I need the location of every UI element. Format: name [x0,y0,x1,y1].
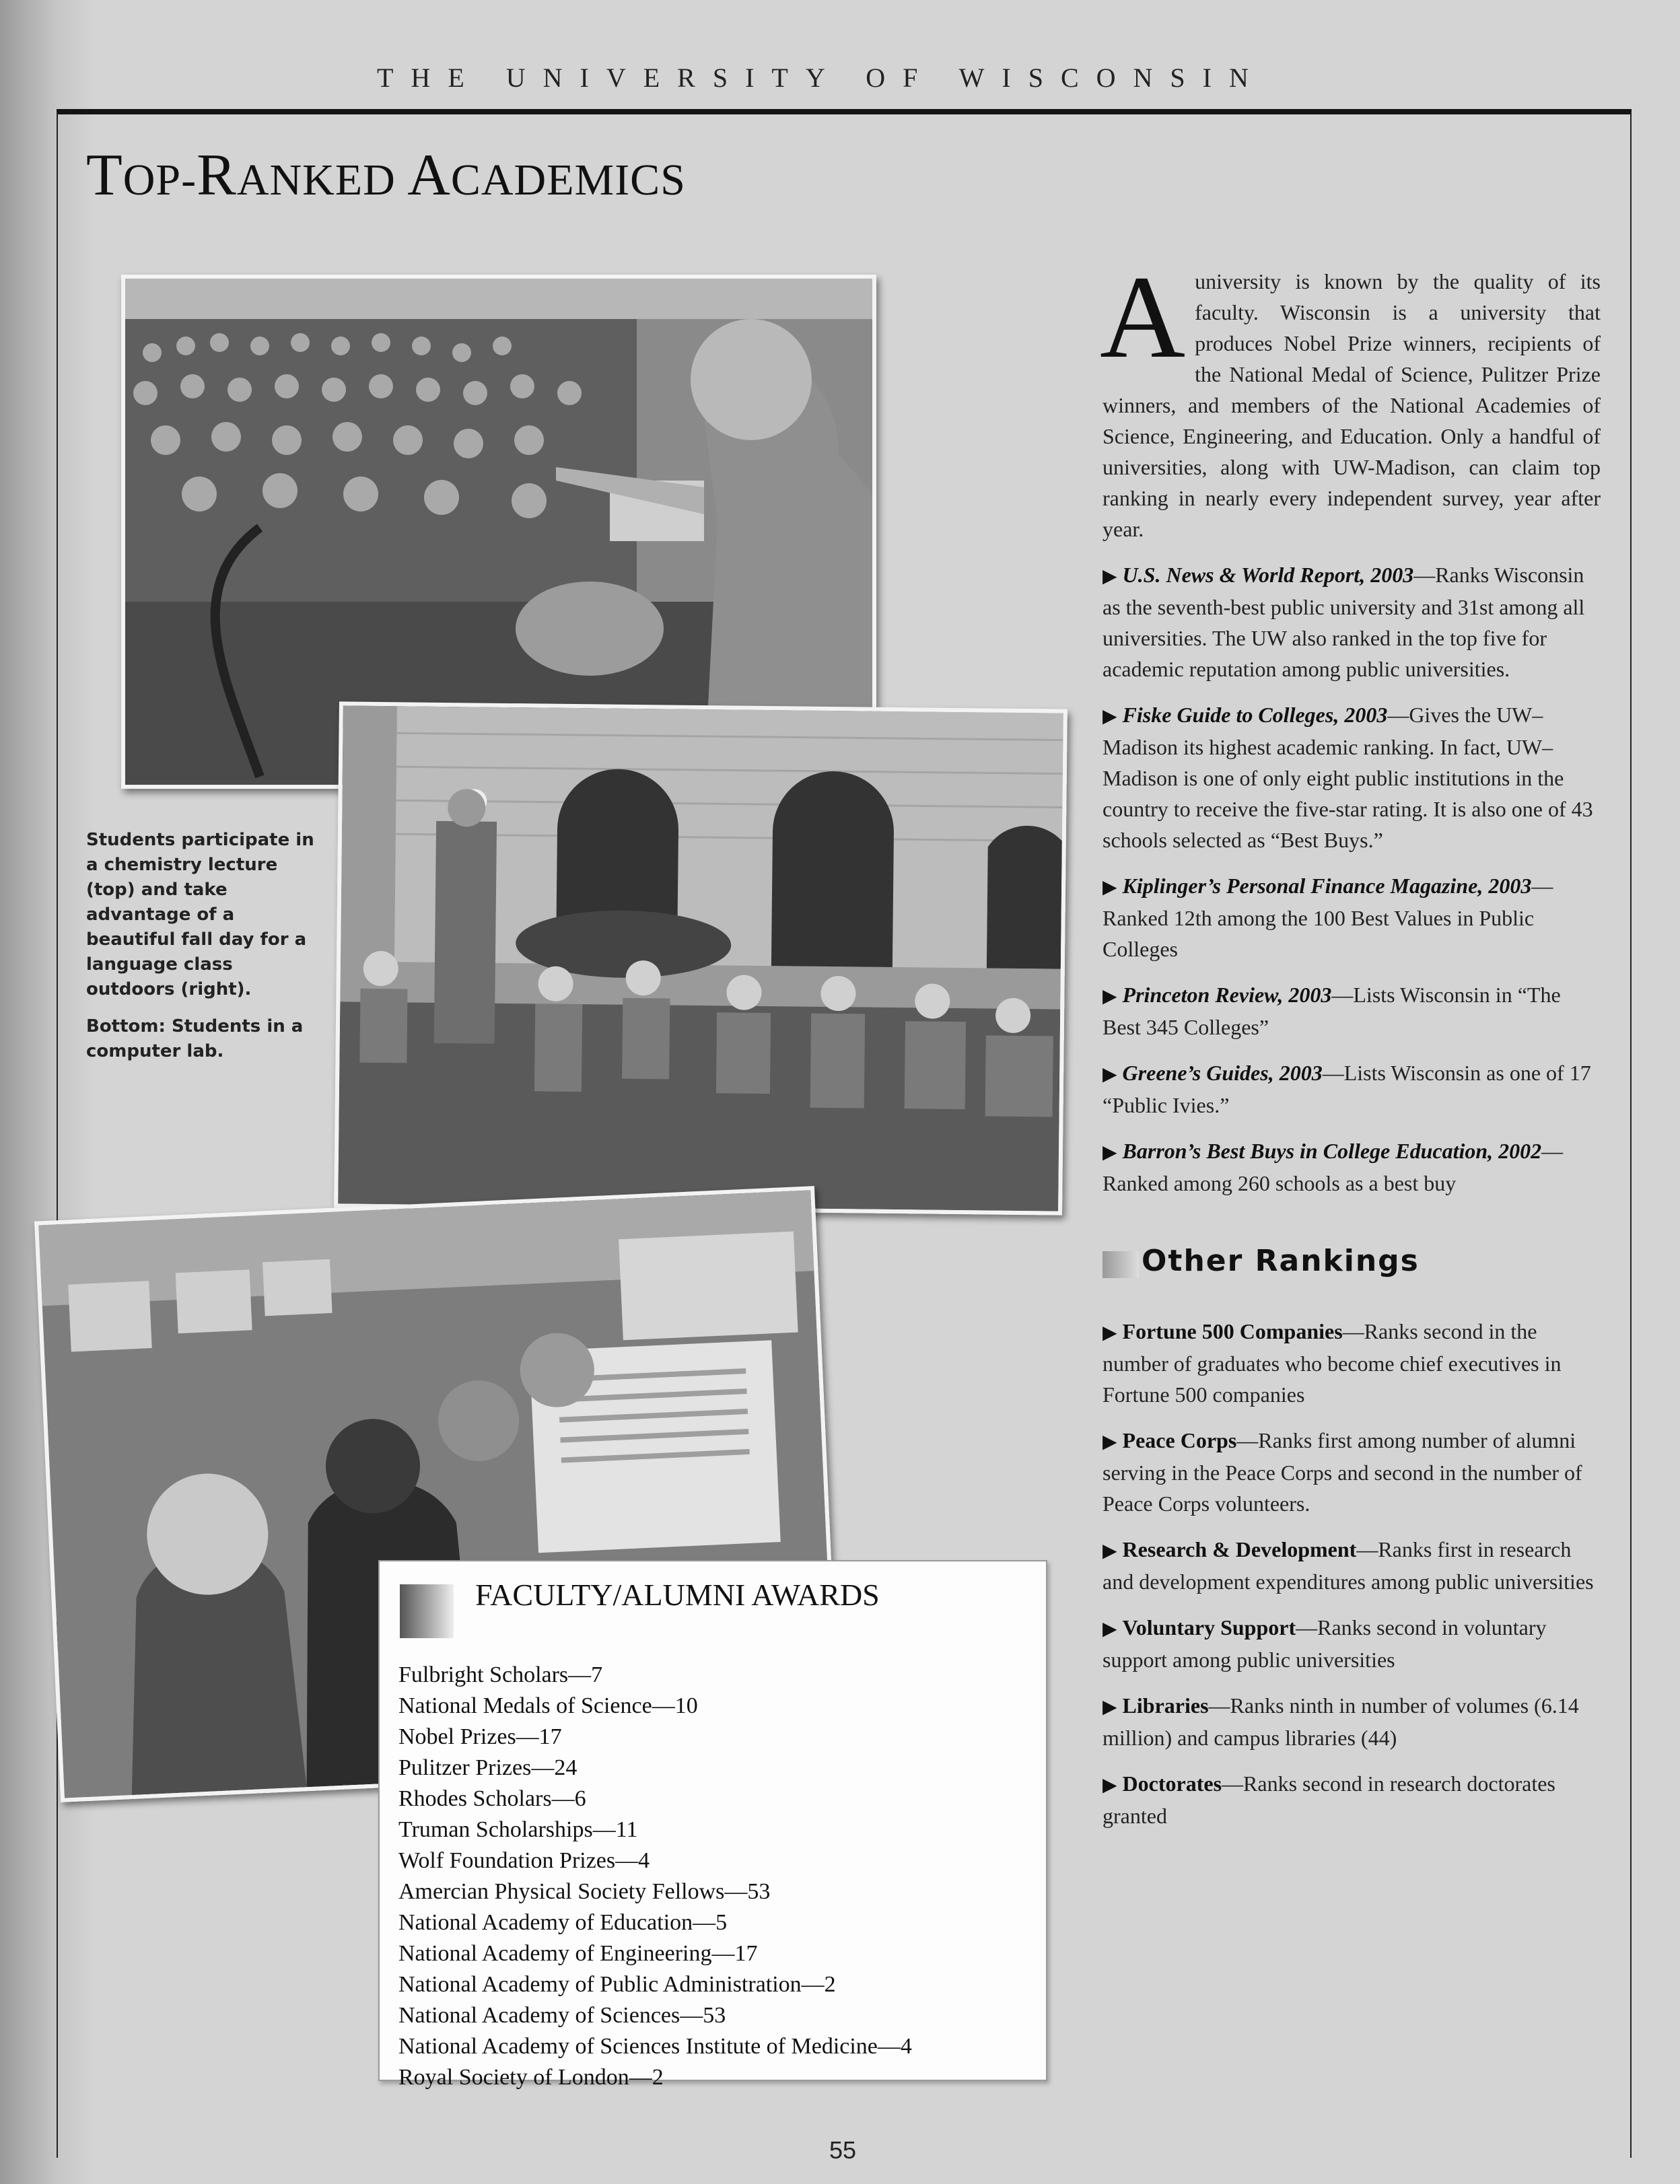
list-item: National Medals of Science—10 [398,1693,698,1718]
awards-heading-chip [400,1584,454,1638]
other-ranking-label: Doctorates [1122,1771,1222,1796]
other-ranking-label: Libraries [1122,1693,1209,1718]
ranking-source: Princeton Review, 2003 [1122,983,1332,1007]
ranking-source: Greene’s Guides, 2003 [1122,1061,1323,1085]
other-rankings-chip [1102,1251,1139,1278]
arrow-icon: ▶ [1102,1539,1117,1561]
title-cap-1: T [86,143,123,208]
other-ranking-text: —Ranks second in the number of graduates who become chief executives in Fortune 500 companies [1102,1319,1562,1407]
caption-line-1: Students participate in a chemistry lecture (top) and take advantage of a beautiful fall day for a language class outdoors (right). [86,830,314,999]
other-ranking-item [1102,1425,1601,1519]
ranking-item [1102,699,1601,855]
list-item: Truman Scholarships—11 [398,1817,638,1842]
other-ranking-text: —Ranks second in research doctorates granted [1102,1771,1555,1828]
arrow-icon: ▶ [1102,1063,1117,1085]
arrow-icon: ▶ [1102,1430,1117,1452]
arrow-icon: ▶ [1102,876,1117,898]
ranking-source: Fiske Guide to Colleges, 2003 [1122,703,1388,727]
other-rankings-title: Other Rankings [1142,1244,1420,1278]
ranking-item [1102,979,1601,1043]
list-item: Wolf Foundation Prizes—4 [398,1848,650,1873]
ranking-text: —Ranked 12th among the 100 Best Values in Public Colleges [1102,874,1553,961]
other-ranking-text: —Ranks ninth in number of volumes (6.14 million) and campus libraries (44) [1102,1693,1579,1750]
ranking-text: —Ranks Wisconsin as the seventh-best public university and 31st among all universities. The UW also ranked in the top five for academic reputation among public universities. [1102,563,1585,681]
ranking-text: —Gives the UW–Madison its highest academic ranking. In fact, UW–Madison is one of only eight public institutions in the country to receive the five-star rating. It is also one of 43 schools selected as “Best Buys.” [1102,703,1593,852]
ranking-source: U.S. News & World Report, 2003 [1122,563,1414,587]
other-ranking-text: —Ranks first in research and development expenditures among public universities [1102,1537,1594,1594]
arrow-icon: ▶ [1102,565,1117,587]
ranking-text: —Lists Wisconsin as one of 17 “Public Ivies.” [1102,1061,1591,1117]
arrow-icon: ▶ [1102,985,1117,1007]
ranking-source: Kiplinger’s Personal Finance Magazine, 2003 [1122,874,1532,898]
other-ranking-label: Research & Development [1122,1537,1357,1561]
list-item: National Academy of Engineering—17 [398,1941,758,1966]
ranking-text: —Lists Wisconsin in “The Best 345 Colleges” [1102,983,1561,1039]
other-ranking-item [1102,1690,1601,1753]
other-ranking-item [1102,1612,1601,1675]
list-item: National Academy of Public Administration—2 [398,1972,836,1997]
awards-list [398,1660,912,2093]
ranking-item [1102,1135,1601,1199]
ranking-item [1102,559,1601,684]
ranking-item [1102,870,1601,964]
arrow-icon: ▶ [1102,1321,1117,1343]
drop-cap: A [1100,252,1186,383]
other-ranking-item [1102,1768,1601,1831]
ranking-item [1102,1057,1601,1121]
arrow-icon: ▶ [1102,1617,1117,1640]
ranking-text: —Ranked among 260 schools as a best buy [1102,1139,1564,1195]
title-rest-1: OP- [123,155,197,205]
caption-line-2: Bottom: Students in a computer lab. [86,1016,304,1061]
list-item: National Academy of Education—5 [398,1910,728,1935]
arrow-icon: ▶ [1102,1773,1117,1796]
arrow-icon: ▶ [1102,1141,1117,1163]
awards-heading: FACULTY/ALUMNI AWARDS [475,1578,880,1612]
other-ranking-text: —Ranks first among number of alumni serving in the Peace Corps and second in the number of Peace Corps volunteers. [1102,1428,1582,1516]
photo-caption [86,828,322,1076]
other-rankings-heading [1102,1246,1601,1281]
arrow-icon: ▶ [1102,705,1117,727]
list-item: National Academy of Sciences Institute of Medicine—4 [398,2034,912,2059]
page-number: 55 [829,2136,857,2164]
title-cap-3: A [407,143,451,208]
list-item: Royal Society of London—2 [398,2065,664,2090]
list-item: Rhodes Scholars—6 [398,1786,586,1811]
outdoor-class-photo [334,701,1068,1215]
running-head: THE UNIVERSITY OF WISCONSIN [377,63,1266,93]
list-item: Nobel Prizes—17 [398,1724,562,1749]
other-ranking-item [1102,1316,1601,1410]
intro-paragraph [1100,252,1601,544]
other-ranking-label: Voluntary Support [1122,1615,1296,1640]
arrow-icon: ▶ [1102,1695,1117,1718]
list-item: National Academy of Sciences—53 [398,2003,726,2028]
list-item: Fulbright Scholars—7 [398,1662,603,1687]
title-rest-2: ANKED [236,155,408,205]
other-ranking-item [1102,1534,1601,1597]
body-column [1100,252,1601,1846]
intro-text: university is known by the quality of its faculty. Wisconsin is a university that produces Nobel Prize winners, recipients of the National Medal of Science, Pulitzer Prize winners, and members of the National Academies of Science, Engineering, and Education. Only a handful of universities, along with UW-Madison, can claim top ranking in nearly every independent survey, year after year. [1102,269,1601,541]
other-ranking-text: —Ranks second in voluntary support among public universities [1102,1615,1547,1672]
other-ranking-label: Fortune 500 Companies [1122,1319,1343,1343]
list-item: Amercian Physical Society Fellows—53 [398,1879,771,1904]
list-item: Pulitzer Prizes—24 [398,1755,578,1780]
ranking-source: Barron’s Best Buys in College Education, 2002 [1122,1139,1542,1163]
page-title [86,141,686,209]
title-rest-3: CADEMICS [450,155,686,205]
faculty-alumni-awards-box [378,1560,1047,2090]
title-cap-2: R [197,143,237,208]
other-ranking-label: Peace Corps [1122,1428,1237,1452]
